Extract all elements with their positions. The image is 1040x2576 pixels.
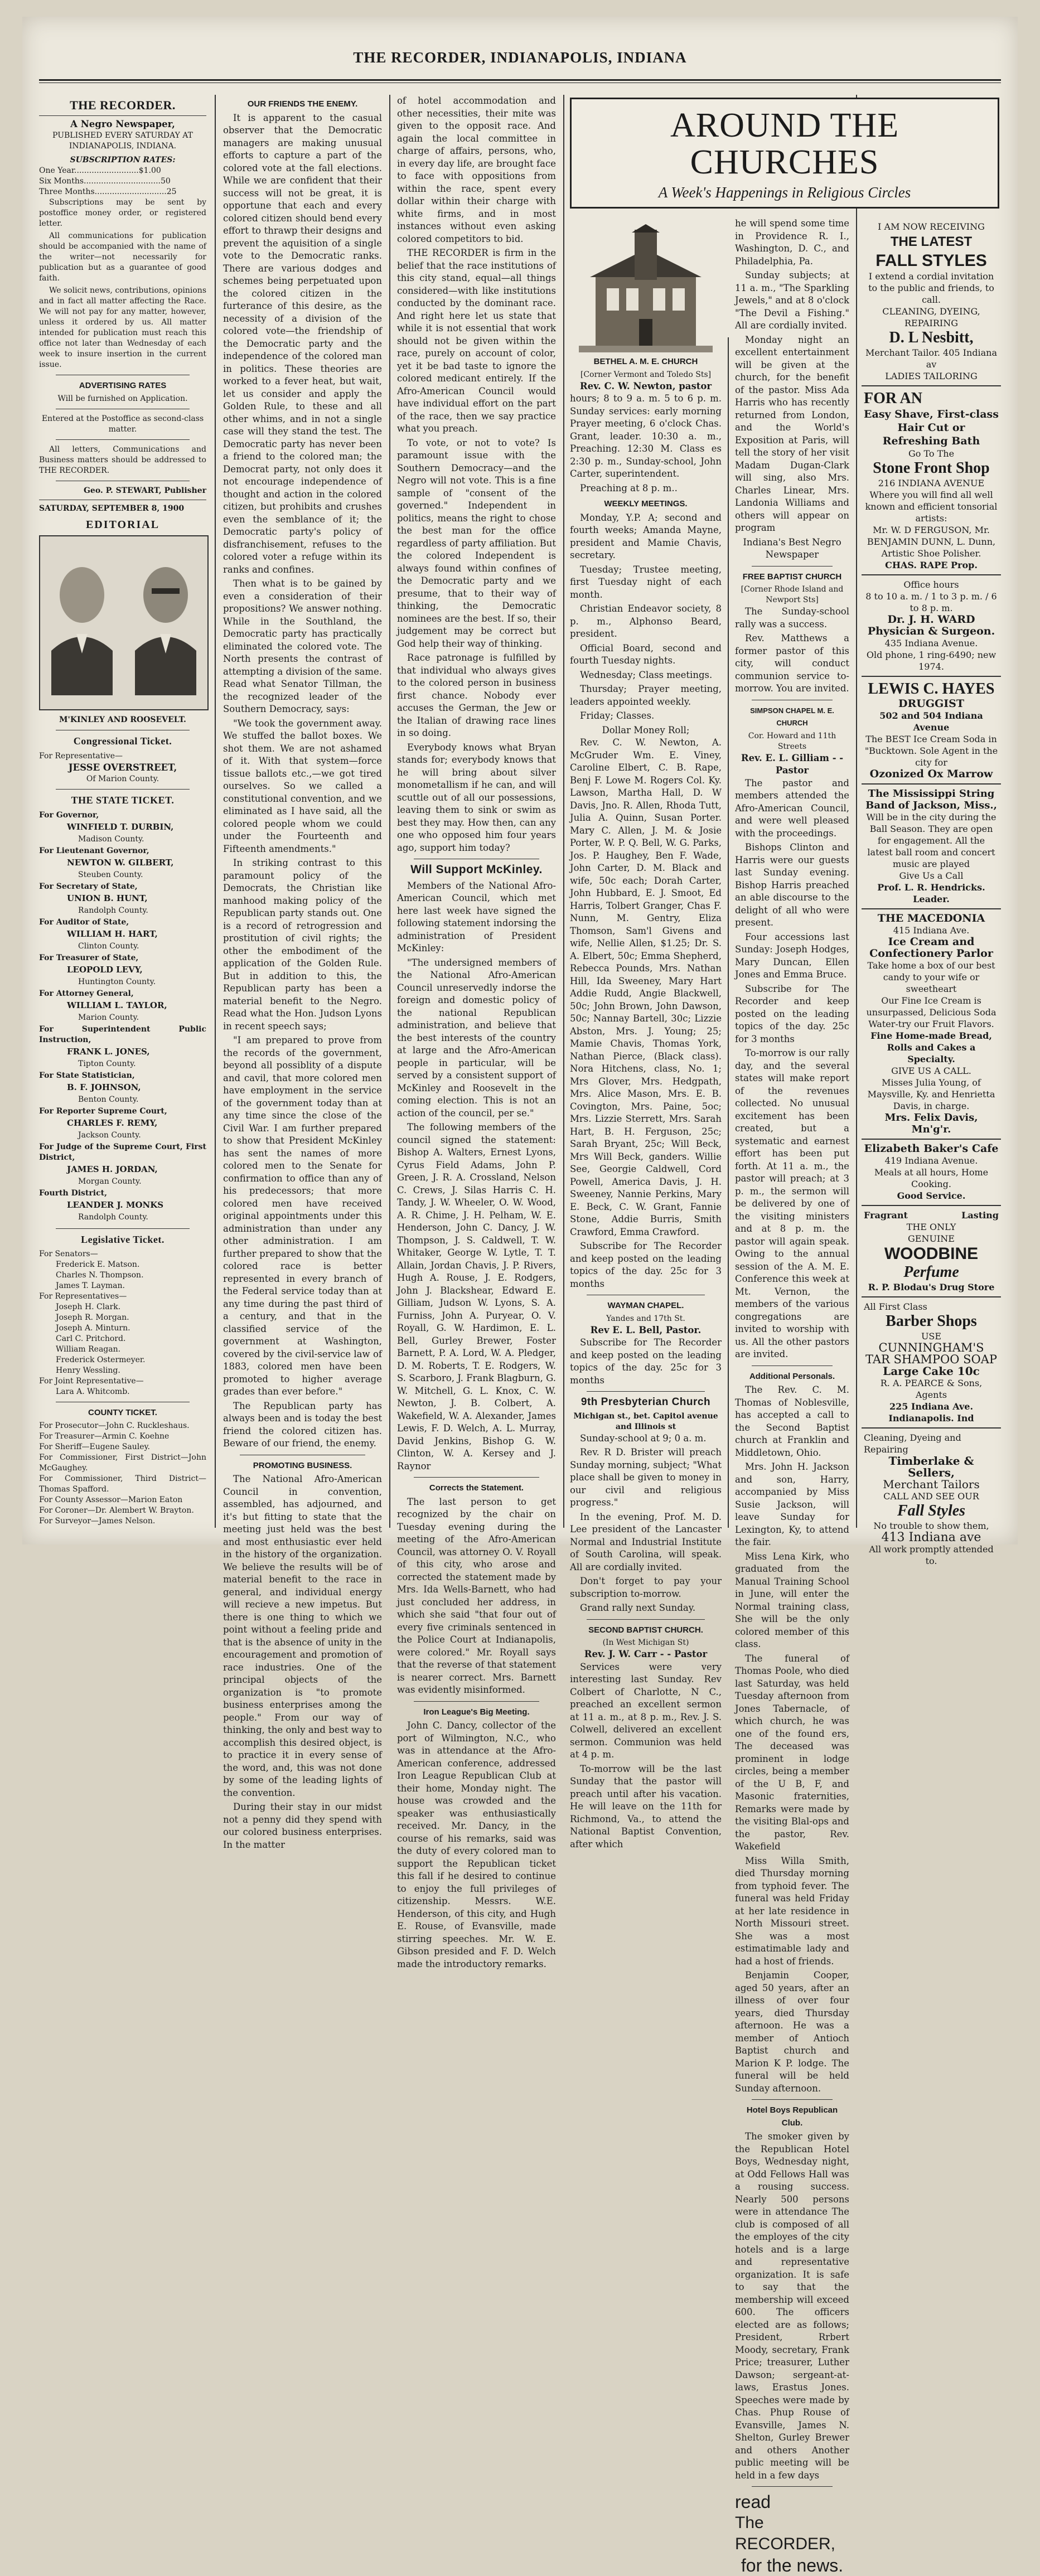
ad-text: 8 to 10 a. m. / 1 to 3 p. m. / 6 to 8 p. m. <box>865 591 997 613</box>
ad-heading: TAR SHAMPOO SOAP <box>865 1353 997 1366</box>
ad-text: The BEST Ice Cream Soda in "Bucktown. Sole Agent in the city for <box>864 734 998 768</box>
column-divider <box>563 95 564 1528</box>
ticket-entry: For Governor, WINFIELD T. DURBIN, Madison County. <box>39 810 174 844</box>
portrait-caption: M'KINLEY AND ROOSEVELT. <box>59 715 186 724</box>
ad-text: CALL AND SEE OUR <box>883 1491 979 1502</box>
article-paragraph: Monday, Y.P. A; second and fourth weeks; Amanda Mayne, president and Mamie Chavis, secretary. <box>570 512 722 560</box>
ad-text: CLEANING, DYEING, REPAIRING <box>882 306 980 328</box>
ticket-entry: For State Statistician, B. F. JOHNSON, Benton County. <box>39 1071 141 1104</box>
ad-heading: Perfume <box>903 1263 959 1281</box>
church-pastor: Rev E. L. Bell, Pastor. <box>590 1324 702 1335</box>
county-ticket-heading: COUNTY TICKET. <box>88 1408 157 1417</box>
article-paragraph: Sunday-school at 9; 0 a. m. <box>580 1432 707 1444</box>
mckinley-portrait-icon <box>46 550 118 695</box>
article-paragraph: Everybody knows what Bryan stands for; everybody knows that he will bring about silver monometallism if he can, and will scuttle out of all our possessions, leaving them to sink or swim as best they may. How then, can any one who opposed him four years ago, support him today? <box>397 742 556 853</box>
roosevelt-portrait-icon <box>129 550 202 695</box>
ad-heading: Dr. J. H. WARD <box>887 613 975 626</box>
dollar-roll-heading: Dollar Money Roll; <box>602 724 690 735</box>
subscription-note: Subscriptions may be sent by postoffice money order, or registered letter. <box>39 198 206 228</box>
ad-heading: Elizabeth Baker's Cafe <box>864 1142 999 1155</box>
ad-text: Mrs. Felix Davis, Mn'g'r. <box>884 1112 978 1135</box>
ad-heading: Merchant Tailors <box>883 1478 980 1491</box>
ad-text: CHAS. RAPE Prop. <box>885 560 978 570</box>
ad-text: R. A. PEARCE & Sons, Agents <box>880 1378 983 1400</box>
churches-subtitle: A Week's Happenings in Religious Circles <box>658 184 911 201</box>
article-paragraph: Thursday; Prayer meeting, leaders appointed weekly. <box>570 684 722 707</box>
article-paragraph: John C. Dancy, collector of the port of Wilmington, N.C., who was in attendance at the Afro-American conference, addressed Iron League Republican Club at their home, Monday night. The house was crowded and the speaker was enthusiastically received. Mr. Dancy, in the course of his remarks, said was the duty of every colored man to support the Republican ticket this fall if he desired to continue to enjoy the full privileges of citizenship. Messrs. W.E. Henderson, of this city, and Hugh E. Rouse, of Evansville, made stirring speeches. Mr. W. E. Gibson presided and F. D. Welch made the introductory remarks. <box>397 1720 556 1969</box>
article-paragraph: Mrs. John H. Jackson and son, Harry, accompanied by Miss Susie Jackson, will leave Sunday for Lexington, Ky, to attend the fair. <box>735 1461 849 1547</box>
ad-text: R. P. Blodau's Drug Store <box>868 1282 995 1292</box>
article-paragraph: To vote, or not to vote? Is paramount issue with the Southern Democracy—and the Negro will not vote. This is a fine sample of "consent of the governed." Independent in politics, means the right to chose the best man for the office regardless of party affiliation. But the colored Independent is always found within confines of the Democratic party and we presume, that to their way of thinking, the Democratic nominees are the best. If so, their judgement may be correct but God help their way of thinking. <box>397 437 556 649</box>
ad-heading: The Mississippi String Band of Jackson, Miss., <box>865 788 997 811</box>
advertising-heading: ADVERTISING RATES <box>79 381 167 390</box>
ad-text: Ozonized Ox Marrow <box>869 768 993 780</box>
ad-text: Large Cake 10c <box>883 1364 980 1378</box>
county-entry: For County Assessor—Marion Eaton <box>39 1495 183 1504</box>
subscribe-notice: Subscribe for The Recorder and keep posted on the leading topics of the day. 25c for 3 months <box>570 1241 722 1289</box>
column-5 <box>735 217 849 2575</box>
church-heading: BETHEL A. M. E. CHURCH <box>593 357 698 366</box>
legislative-entry: William Reagan. <box>56 1345 121 1354</box>
ad-macedonia <box>862 909 1001 1140</box>
church-pastor: Rev. J. W. Carr - - Pastor <box>584 1649 708 1659</box>
ad-woodbine <box>862 1206 1001 1297</box>
ad-text: Old phone, 1 ring-6490; new 1974. <box>866 650 997 672</box>
read-promo: read <box>735 2492 771 2512</box>
ad-heading: Timberlake & Sellers, <box>888 1454 974 1479</box>
ad-text: No trouble to show them, <box>873 1521 989 1531</box>
ad-timberlake <box>862 1429 1001 1570</box>
column-2 <box>223 95 382 1850</box>
ad-heading: Ice Cream and Confectionery Parlor <box>869 936 993 960</box>
article-paragraph: To-morrow will be the last Sunday that the pastor will preach until after his vacation. He will leave on the 11th for Richmond, Va., to attend the National Baptist Convention, after which <box>570 1763 722 1849</box>
subscribe-notice: Subscribe for The Recorder and keep posted on the leading topics of the day. 25c for 3 months <box>570 1337 722 1386</box>
article-paragraph: Monday night an excellent entertainment will be given at the church, for the benefit of the pastor. Miss Ada Harris who has recently returned from London, and the World's Exposition at Paris, will tell the story of her visit Madam Dugan-Clark will sing, also Mrs. Charles Linear, Mrs. Landonia Williams and others will appear on program <box>735 334 849 533</box>
state-ticket-heading: THE STATE TICKET. <box>71 795 175 806</box>
county-list <box>39 1421 206 1527</box>
church-location: Cor. Howard and 11th Streets <box>748 731 836 751</box>
ad-text: USE <box>921 1331 942 1342</box>
masthead-rule <box>39 79 1001 81</box>
paper-title: THE RECORDER. <box>70 98 176 112</box>
article-paragraph: "I am prepared to prove from the records of the government, beyond all possiblity of a dispute and cavil, that more colored men have employment in the service of the government today than at any time since the close of the Civil War. I am further prepared to show that President McKinley has sent the names of more colored men to the Senate for confirmation to office than any of his predecessors; that more colored men have received original appointments under this administration than under any other administration. I am further prepared to show that the colored race is better represented in every branch of the Federal service today than at any time during the past third of a century, and that in the classified service of the government at Washington, covered by the civil-service law of 1883, colored men have been promoted to higher average grades than ever before." <box>223 1035 382 1397</box>
ad-text: Office hours <box>903 579 959 590</box>
ticket-entry: For Secretary of State, UNION B. HUNT, Randolph County. <box>39 882 148 915</box>
church-location: (In West Michigan St) <box>602 1638 689 1647</box>
solicit-note: We solicit news, contributions, opinions and in fact all matter affecting the Race. We will not pay for any matter, however, unless it ordered by us. All matter intended for publication must reach this office not later than Wednesday of each week to insure insertion in the current issue. <box>39 286 207 369</box>
legislative-entry: Henry Wessling. <box>56 1366 120 1375</box>
ticket-entry: For Attorney General, WILLIAM L. TAYLOR, Marion County. <box>39 989 167 1022</box>
ad-text: Take home a box of our best candy to your wife or sweetheart <box>867 960 995 994</box>
column-3 <box>397 95 556 1969</box>
ad-string-band <box>862 785 1001 909</box>
ad-text: Misses Julia Young, of Maysville, Ky. and Henrietta Davis, in charge. <box>867 1077 995 1111</box>
advertising-text: Will be furnished on Application. <box>57 394 188 403</box>
county-entry: For Treasurer—Armin C. Koehne <box>39 1431 170 1441</box>
ad-text: Cleaning, Dyeing and Repairing <box>864 1432 961 1455</box>
article-paragraph: Four accessions last Sunday: Joseph Hodges, Mary Duncan, Ellen Jones and Emma Bruce. <box>735 931 849 980</box>
article-paragraph: Bishops Clinton and Harris were our guests last Sunday evening. Bishop Harris preached an able discourse to the delight of all who were present. <box>735 842 849 928</box>
article-paragraph: Rev. Matthews a former pastor of this city, will conduct communion service to-morrow. You are invited. <box>735 633 849 694</box>
churches-banner <box>570 98 999 214</box>
article-paragraph: Wednesday; Class meetings. <box>580 669 713 680</box>
ad-text: I AM NOW RECEIVING <box>878 221 985 232</box>
article-heading: PROMOTING BUSINESS. <box>253 1460 352 1470</box>
article-paragraph: Friday; Classes. <box>580 710 655 721</box>
ad-text: All First Class <box>864 1301 927 1312</box>
legislative-heading: Legislative Ticket. <box>81 1233 165 1245</box>
article-heading: Will Support McKinley. <box>410 863 543 876</box>
article-heading: OUR FRIENDS THE ENEMY. <box>247 99 358 109</box>
legislative-entry: Frederick E. Matson. <box>56 1260 140 1269</box>
ticket-entry: For Auditor of State, WILLIAM H. HART, Clinton County. <box>39 917 158 951</box>
article-paragraph: Christian Endeavor society, 8 p. m., Alphonso Beard, president. <box>570 603 722 639</box>
church-location: Yandes and 17th St. <box>606 1314 685 1323</box>
church-heading: SIMPSON CHAPEL M. E. CHURCH <box>750 706 834 727</box>
ticket-entry: For Reporter Supreme Court, CHARLES F. REMY, Jackson County. <box>39 1106 167 1140</box>
ad-heading: Stone Front Shop <box>873 459 990 477</box>
congressional-heading: Congressional Ticket. <box>73 735 172 747</box>
ad-text: 419 Indiana Avenue. <box>884 1155 978 1166</box>
masthead: THE RECORDER, INDIANAPOLIS, INDIANA <box>353 49 687 66</box>
ad-text: Lasting <box>961 1210 999 1221</box>
ticket-entry: Fourth District, LEANDER J. MONKS Randolph County. <box>39 1188 164 1222</box>
ad-text: I extend a cordial invitation to the public and friends, to call. <box>868 271 994 305</box>
column-divider <box>215 95 216 1528</box>
church-pastor: Rev. C. W. Newton, pastor <box>579 380 712 391</box>
ad-text: Prof. L. R. Hendricks. Leader. <box>877 882 985 904</box>
column-divider <box>728 337 729 1528</box>
ad-text: LADIES TAILORING <box>885 371 978 381</box>
article-paragraph: In the evening, Prof. M. D. Lee president of the Lancaster Normal and Industrial Institute of South Carolina, will speak. All are cordially invited. <box>570 1511 722 1572</box>
ad-text: Will be in the city during the Ball Season. They are open for engagement. All the latest ball room and concert music are played <box>866 812 997 869</box>
ad-baker-cafe <box>862 1140 1001 1206</box>
article-paragraph: Services were very interesting last Sunday. Rev Colbert of Charlotte, N C., preached an excellent sermon at 11 a. m., at 8 p. m., Rev. J. S. Colwell, delivered an excellent sermon. Communion was held at 4 p. m. <box>570 1661 722 1760</box>
ad-text: THE ONLY <box>906 1222 956 1232</box>
rate-line: Three Months.............................25 <box>39 187 177 196</box>
ad-text: 225 Indiana Ave. Indianapolis. Ind <box>888 1401 974 1423</box>
personals-heading: Additional Personals. <box>749 1371 835 1381</box>
legislative-entry: Carl C. Pritchord. <box>56 1334 126 1343</box>
newspaper-page <box>22 17 1018 2575</box>
rates-heading: SUBSCRIPTION RATES: <box>70 156 176 164</box>
column-divider <box>389 95 390 1528</box>
article-heading: Hotel Boys Republican Club. <box>746 2105 838 2128</box>
county-entry: For Coroner—Dr. Alembert W. Brayton. <box>39 1505 194 1515</box>
ad-heading: Fall Styles <box>897 1502 966 1519</box>
ad-text: Give Us a Call <box>899 870 964 881</box>
legislative-entry: Joseph R. Morgan. <box>56 1313 129 1322</box>
congress-office: For Representative— <box>39 751 123 761</box>
article-paragraph: Then what is to be gained by even a consideration of their propositions? We answer nothing. While in the Southland, the Democratic party has practically eliminated the colored vote. The North presents the contrast of attempting a division of the same. Read what Senator Tillman, the the recognized leader of the Southern Democracy, says: <box>223 578 382 714</box>
church-pastor: Rev. E. L. Gilliam - - Pastor <box>741 752 844 776</box>
article-paragraph: "The undersigned members of the National Afro-American Council unreservedly indorse the foreign and domestic policy of the national Republican administration, and believe that the best interests of the country at large and the Afro-American people in particular, will be served by a consistent support of McKinley and Roosevelt in the coming election. This is not an action of the council, per se." <box>397 957 556 1118</box>
article-paragraph: The pastor and members attended the Afro-American Council, and were well pleased with the proceedings. <box>735 777 849 839</box>
article-paragraph: The Rev. C. M. Thomas of Noblesville, has accepted a call to the Second Baptist church at Franklin and Middletown, Ohio. <box>735 1384 849 1458</box>
ad-text: 502 and 504 Indiana Avenue <box>879 710 983 733</box>
ad-text: All work promptly attended to. <box>869 1544 994 1566</box>
paper-subtitle: A Negro Newspaper, <box>70 118 175 129</box>
ad-heading: DRUGGIST <box>898 698 965 710</box>
ad-tar-soap <box>862 1297 1001 1429</box>
article-paragraph: The Republican party has always been and is today the best friend the colored citizen has. Beware of our friend, the enemy. <box>223 1400 382 1449</box>
article-paragraph: he will spend some time in Providence R. I., Washington, D. C., and Philadelphia, Pa. <box>735 218 849 267</box>
article-paragraph: The smoker given by the Republican Hotel Boys, Wednesday night, at Odd Fellows Hall was a rousing success. Nearly 500 persons were in attendance The club is composed of all the employes of the city hotels and is a large and representative organization. It is safe to say that the membership will exceed 600. The officers elected are as follows; President, Rrbert Moody, secretary, Frank Price; treasurer, Luther Dawson; sergeant-at-laws, Erastus Jones. Speeches were made by Chas. Phup Rouse of Evansville, James N. Shelton, Gurley Brewer and others Another public meeting will be held in a few days <box>735 2131 849 2481</box>
county-entry: For Surveyor—James Nelson. <box>39 1516 156 1526</box>
article-paragraph: It is apparent to the casual observer that the Democratic managers are making unusual efforts to capture a part of the colored vote at the fall elections. While we are confident that their success will not be great, it is opportune that each and every colored citizen should bend every effort to thrawp their designs and prevent the aquisition of a single vote to the Democratic ranks. There are various dodges and schemes being perpetuated upon the colored citizen in the furterance of this desire, as the necessity of a division of the colored vote—the friendship of the Democratic party and the independence of the colored man in politics. These theories are worked to a fever heat, but wait, let us consider and apply the Golden Rule, to these and all other whims, and in not a single case will they stand the test. The Democratic party has never been a friend to the colored man; the Democrat party, not only does it not encourage independence of thought and action in the colored citizen, but prohibits and crushes even the semblance of it; the Democratic party's policy of disfranchisement, refuses to the colored voter a refuge within its ranks and confines. <box>223 112 382 575</box>
ad-text: Our Fine Ice Cream is unsurpassed, Delicious Soda Water-try our Fruit Flavors. <box>866 995 997 1029</box>
legislative-list <box>39 1249 206 1397</box>
ad-heading: THE MACEDONIA <box>877 912 985 924</box>
article-paragraph: Sunday subjects; at 11 a. m., "The Sparkling Jewels," and at 8 o'clock "The Devil a Fishing." All are cordially invited. <box>735 270 849 331</box>
article-paragraph: Grand rally next Sunday. <box>580 1602 696 1613</box>
ticket-entry: For Judge of the Supreme Court, First District, JAMES H. JORDAN, Morgan County. <box>39 1142 206 1186</box>
column-4 <box>570 217 722 1849</box>
ad-heading: 413 Indiana ave <box>881 1531 981 1544</box>
legislative-entry: Lara A. Whitcomb. <box>56 1387 130 1396</box>
article-paragraph: The last person to get recognized by the chair on Tuesday evening during the meeting of the Afro-American Council, was attorney O. V. Royall of this city, who arose and corrected the statement made by Mrs. Ida Wells-Barnett, who had just concluded her address, in which she said "that four out of every five criminals sentenced in the Police Court at Indianapolis, were colored." Mr. Royall says that the reverse of that statement is nearer correct. Mrs. Barnett was evidently misinformed. <box>397 1496 556 1695</box>
article-paragraph: Preaching at 8 p. m.. <box>580 482 678 493</box>
ticket-entry: For Treasurer of State, LEOPOLD LEVY, Huntington County. <box>39 953 156 986</box>
legislative-entry: Charles N. Thompson. <box>56 1271 144 1280</box>
ad-heading: FOR AN <box>864 390 922 407</box>
article-paragraph: The funeral of Thomas Poole, who died last Saturday, was held Tuesday afternoon from Jones Tabernacle, of which church, he was one of the found ers, The deceased was prominent in lodge circles, being a member of the U B, F, and Masonic fraternities, Remarks were made by the visiting Blal-ops and the pastor, Rev. Wakefield <box>735 1653 849 1852</box>
ad-text: GENUINE <box>908 1233 955 1244</box>
ad-text: Go To The <box>908 448 955 459</box>
column-divider <box>856 95 857 1528</box>
ad-text: Fine Home-made Bread, Rolls and Cakes a Specialty. <box>870 1030 992 1064</box>
legislative-entry: For Representatives— <box>39 1292 127 1301</box>
article-paragraph: Rev. C. W. Newton, A. McGruder Wm. E. Viney, Caroline Elbert, C. B. Rape, Benj F. Lowe M. Rogers Col. Ky. Lawson, Martha Hall, D. W Davis, Jno. R. Allen, Rhoda Tutt, Julia A. Quinn, Susan Porter. Mary C. Allen, J. M. & Josie Porter, W. P. Q. Bell, W. G. Parks, Jos. P. Haughey, Ben F. Wade, John Carter, D. M. Black and wife, 50c each; Dorah Carter, John Hubbard, E. J. Smoot, Ed Harris, Tolbert Granger, Chas F. Nunn, M. Gentry, Eliza Thomson, Sam'l Givens and wife, Nellie Allen, $1.25; Dr. S. A. Elbert, 50c; Emma Shepherd, Rebecca Pounds, Mrs. Nathan Hill, Ida Sweeney, Mary Hart Addie Rudd, Angie Blackwell, 50c; John Brown, John Dawson, 50c; Nannay Bartell, 30c; Lizzie Abston, Mrs. J. Young; 25; Mamie Chavis, Thomas York, Nathan Pierce, (Black class). Nora Hitchens, class, No. 1; Mrs Glover, Mrs. Hedgpath, Mrs. Alice Mason, Mrs. E. B. Covington, Mrs. Paine, 5oc; Mrs. Lizzie Sterrett, Mrs. Sarah Hart, B. H. Ferguson, 25c; Sarah Bryant, 25c; Will Beck, Mrs Will Beck, ganders. Willie See, Georgie Caldwell, Cord Powell, America Davis, J. H. Sweeney, Nannie Perkins, Mary E. Beck, C. W. Grant, Fannie Stone, Addie Burris, Smith Crawford, Emma Crawford. <box>570 737 722 1237</box>
article-paragraph: Miss Willa Smith, died Thursday morning from typhoid fever. The funeral was held Friday at her late residence in North Missouri street. She was a most estimatimable lady and had a host of friends. <box>735 1855 849 1967</box>
ad-heading: FALL STYLES <box>875 251 987 270</box>
legislative-entry: For Joint Representative— <box>39 1377 144 1386</box>
article-paragraph: During their stay in our midst not a penny did they spend with our colored business enterprises. In the matter <box>223 1802 382 1850</box>
article-paragraph: Miss Lena Kirk, who graduated from the Manual Training School in June, will enter the Normal training class, She will be the only colored member of this class. <box>735 1551 849 1649</box>
church-heading: SECOND BAPTIST CHURCH. <box>588 1625 703 1635</box>
ad-text: Easy Shave, First-class Hair Cut or Refreshing Bath <box>864 408 999 447</box>
editorial-heading: EDITORIAL <box>85 518 160 531</box>
letters-note: All letters, Communications and Business matters should be addressed to THE RECORDER. <box>39 444 206 475</box>
article-paragraph: Rev. R D. Brister will preach Sunday morning, subject; "What place shall be given to money in our civil and religious progress." <box>570 1447 722 1508</box>
ad-text: Good Service. <box>897 1190 966 1201</box>
legislative-entry: James T. Layman. <box>56 1281 125 1290</box>
article-heading: Corrects the Statement. <box>429 1483 524 1493</box>
ad-heading: THE LATEST <box>890 234 973 249</box>
legislative-entry: Frederick Ostermeyer. <box>56 1355 146 1364</box>
article-paragraph: The following members of the council signed the statement: Bishop A. Walters, Ernest Lyons, Cyrus Field Adams, John P. Green, J. R. A. Crossland, Nelson C. Crews, J. Silas Harris C. H. Tandy, J. W. Wheeler, O. W. Wood, A. R. Chime, J. H. Pelham, W. E. Henderson, John C. Dancy, J. W. Thompson, J. S. Caldwell, T. W. Whitaker, George W. Lytle, T. T. Allain, Jordan Chavis, J. P. Rivers, Hugh A. Rouse, J. E. Rodgers, John J. Blackshear, Edward E. Gilliam, Judson W. Lyons, S. A. Furniss, John A. Puryear, O. V. Royall, G. W. Hardimon, E. L. Bell, Gurley Brewer, Foster Barnett, P. A. Lord, W. A. Pledger, D. M. Roberts, T. E. Rodgers, W. S. Scarboro, J. Frank Blagburn, G. W. Mitchell, G. L. Knox, C. W. Newton, J. B. Colbert, A. Wakefield, W. A. Alexander, James Lewis, F. D. Welch, A. L. Murray, David Jenkins, Bishop G. W. Clinton, W. A. Kersey and J. Raynor <box>397 1122 556 1471</box>
article-paragraph: hours; 8 to 9 a. m. 5 to 6 p. m. Sunday services: early morning Prayer meeting, 6 o'clock Chas. Grant, leader. 10:30 a. m., Preaching. 12:30 M. Class es 2:30 p. m., Sunday-school, John Carter, superintendent. <box>570 393 722 479</box>
article-paragraph: of hotel accommodation and other necessities, their mite was given to the opposit race. And again the local committee in charge of affairs, persons, who, in every day life, are brought face to face with oppositions from within the race, spent every dollar within their charge with white firms, and in most instances without even asking colored competitors to bid. <box>397 95 556 244</box>
article-paragraph: Indiana's Best Negro Newspaper <box>743 536 841 560</box>
portrait-engraving <box>39 535 209 710</box>
article-paragraph: Official Board, second and fourth Tuesday nights. <box>570 642 722 666</box>
county-entry: For Prosecutor—John C. Ruckleshaus. <box>39 1421 190 1430</box>
church-heading: 9th Presbyterian Church <box>581 1396 711 1408</box>
published-note: PUBLISHED EVERY SATURDAY AT INDIANAPOLIS, INDIANA. <box>52 131 193 151</box>
ad-dr-ward <box>862 575 1001 677</box>
publisher: Geo. P. STEWART, Publisher <box>83 486 206 495</box>
article-paragraph: "We took the government away. We stuffed the ballot boxes. We shot them. We are not ashamed of it. With that system—force tissue ballots etc.,—we got tired ourselves. So we called a constitutional convention, and we eliminated as I have said, all the colored people whom we could under the Fourteenth and Fifteenth amendments." <box>223 718 382 854</box>
church-heading: WAYMAN CHAPEL. <box>607 1301 684 1310</box>
column-1 <box>39 95 206 1528</box>
county-entry: For Commissioner, Third District—Thomas Spafford. <box>39 1474 206 1494</box>
ad-text: 216 INDIANA AVENUE <box>878 478 985 488</box>
article-paragraph: Tuesday; Trustee meeting, first Tuesday night of each month. <box>570 564 722 600</box>
ad-text: GIVE US A CALL. <box>891 1066 971 1076</box>
ad-text: Mr. W. D FERGUSON, Mr. BENJAMIN DUNN, L. Dunn, Artistic Shoe Polisher. <box>867 525 996 559</box>
article-paragraph: Benjamin Cooper, aged 50 years, after an illness of over four years, died Thursday afternoon. He was a member of Antioch Baptist church and Marion K P. lodge. The funeral will be held Sunday afternoon. <box>735 1970 849 2094</box>
weekly-meetings-heading: WEEKLY MEETINGS. <box>604 499 688 509</box>
ad-text: Meals at all hours, Home Cooking. <box>874 1167 989 1189</box>
ad-stone-front <box>862 386 1001 575</box>
congress-name: JESSE OVERSTREET, <box>68 762 177 773</box>
state-ticket <box>39 810 206 1224</box>
ad-text: 435 Indiana Avenue. <box>884 638 978 648</box>
article-paragraph: THE RECORDER is firm in the belief that the race institutions of this city stand, equal—all things considered—with like institutions conducted by the dominant race. And right here let us state that while it is not essential that work should not be given within the race, purely on account of color, yet it be bad taste to ignore the colored medicant entirely. If the Afro-American Council would have individual effort on the part of the race, then we say practice what you preach. <box>397 248 556 434</box>
church-heading: FREE BAPTIST CHURCH <box>742 572 842 582</box>
ads-column <box>862 217 1001 1566</box>
rate-line: Six Months...............................50 <box>39 177 171 186</box>
subscribe-notice: Subscribe for The Recorder and keep posted on the leading topics of the day. 25c for 3 months <box>735 983 849 1044</box>
read-promo: for the news. <box>741 2555 844 2575</box>
ad-nesbitt <box>862 217 1001 386</box>
article-paragraph: The National Afro-American Council in convention, assembled, has adjourned, and it's but fitting to state that the meeting just held was the best and most enthusiastic ever held in the history of the organization. We believe the results will be of material benefit to the race in general, and individual energy will recieve a new impetus. But there is one thing to which we point without a feeling pride and that is the absence of unity in the encouragement and promotion of race industries. One of the principal objects of the organization is "to promote business enterprises among the people." From our way of thinking, the only and best way to accomplish this desired object, is to practice it in every sense of the word, and, this was not done by some of the leading lights of the convention. <box>223 1474 382 1798</box>
legislative-entry: Joseph A. Minturn. <box>56 1324 130 1333</box>
article-paragraph: Race patronage is fulfilled by that individual who always gives to the colored person in business first chance. Nobody ever accuses the German, the Jew or the Italian of drawing race lines in so doing. <box>397 652 556 738</box>
article-paragraph: Members of the National Afro-American Council, which met here last week have signed the following statement indorsing the administration of President McKinley: <box>397 880 556 953</box>
ad-text: 415 Indiana Ave. <box>893 925 970 936</box>
ad-heading: Physician & Surgeon. <box>867 625 995 637</box>
church-location: [Corner Rhode Island and Newport Sts] <box>741 585 844 604</box>
entered-note: Entered at the Postoffice as second-class matter. <box>41 414 204 434</box>
church-location: Michigan st., bet. Capitol avenue and Illinois st <box>573 1411 718 1431</box>
ad-hayes <box>862 677 1001 785</box>
article-paragraph: The Sunday-school rally was a success. <box>735 606 849 630</box>
read-promo: The RECORDER, <box>735 2514 836 2553</box>
ad-text: Fragrant <box>864 1210 908 1221</box>
communications-note: All communications for publication should be accompanied with the name of the writer—not necessarily for publication but as a guarantee of good faith. <box>39 231 206 283</box>
congress-county: Of Marion County. <box>86 774 159 783</box>
church-location: [Corner Vermont and Toledo Sts] <box>580 370 712 379</box>
ad-heading: LEWIS C. HAYES <box>868 680 995 698</box>
ad-heading: D. L Nesbitt, <box>889 329 974 346</box>
article-paragraph: Don't forget to pay your subscription to-morrow. <box>570 1576 722 1599</box>
ad-text: Merchant Tailor. 405 Indiana av <box>865 347 997 370</box>
legislative-entry: Joseph H. Clark. <box>56 1302 121 1311</box>
article-paragraph: In striking contrast to this paramount policy of the Democrats, the Christian like manhood making policy of the Republican party stands out. One is a record of retrogression and prostitution of civil rights; the other the embodiment of the application of the Golden Rule. But in addition to this, the Republican party has been a material benefit to the Negro. Read what the Hon. Judson Lyons in recent speech says; <box>223 858 382 1032</box>
ad-heading: CUNNINGHAM'S <box>878 1341 984 1354</box>
rate-line: One Year..........................$1.00 <box>39 166 161 175</box>
ticket-entry: For Lieutenant Governor, NEWTON W. GILBERT, Steuben County. <box>39 846 174 879</box>
ad-text: Where you will find all well known and efficient tonsorial artists: <box>865 490 998 524</box>
issue-date: SATURDAY, SEPTEMBER 8, 1900 <box>39 503 185 513</box>
article-paragraph: To-morrow is our rally day, and the several states will make report of the revenues collected. No unusual excitement has been created, but a systematic and earnest effort has been put forth. At 11 a. m., the pastor will preach; at 3 p. m., the sermon will be delivered by one of the visiting ministers and at 8 p. m. the pastor will again speak. Owing to the annual session of the A. M. E. Conference this week at Mt. Vernon, the members of the various congregations are invited to worship with us. All the other pastors are invited. <box>735 1048 849 1359</box>
church-building-icon <box>579 224 713 352</box>
legislative-entry: For Senators— <box>39 1250 98 1258</box>
county-entry: For Sheriff—Eugene Sauley. <box>39 1442 150 1451</box>
ticket-entry: For Superintendent Public Instruction, FRANK L. JONES, Tipton County. <box>39 1024 206 1068</box>
ad-heading: WOODBINE <box>884 1245 979 1263</box>
ad-heading: Barber Shops <box>886 1313 977 1330</box>
article-heading: Iron League's Big Meeting. <box>423 1707 530 1717</box>
county-entry: For Commissioner, First District—John McGaughey. <box>39 1452 206 1473</box>
churches-title: AROUND THE CHURCHES <box>670 106 899 181</box>
